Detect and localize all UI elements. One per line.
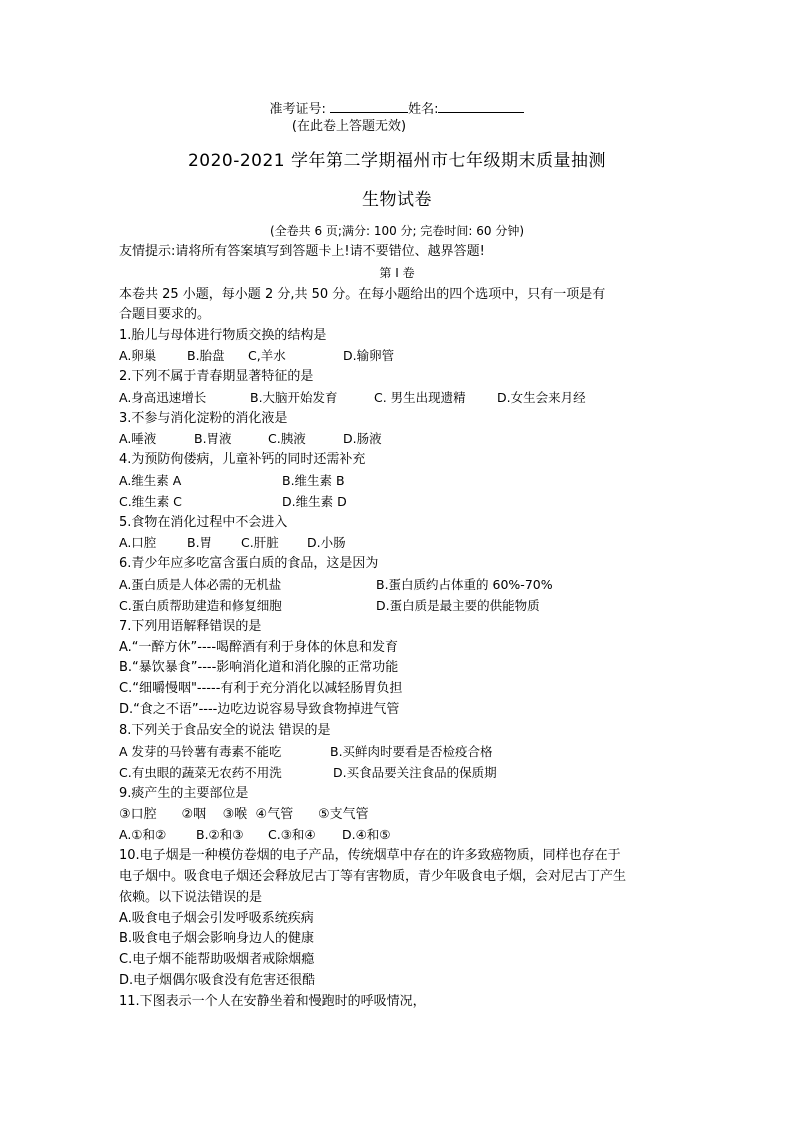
q8-option-b: B.买鲜肉时要看是否检疫合格 bbox=[330, 744, 493, 759]
friendly-tip: 友情提示:请将所有答案填写到答题卡上!请不要错位、越界答题! bbox=[119, 244, 485, 259]
question-10-stem-line1: 10.电子烟是一种模仿卷烟的电子产品，传统烟草中存在的许多致癌物质，同样也存在于 bbox=[119, 848, 621, 863]
question-6-stem: 6.青少年应多吃富含蛋白质的食品，这是因为 bbox=[119, 556, 379, 571]
q3-option-b: B.胃液 bbox=[194, 431, 232, 446]
question-1-stem: 1.胎儿与母体进行物质交换的结构是 bbox=[119, 328, 327, 343]
q10-option-c: C.电子烟不能帮助吸烟者戒除烟瘾 bbox=[119, 952, 315, 967]
q9-option-a: A.①和② bbox=[119, 827, 167, 842]
q10-option-d: D.电子烟偶尔吸食没有危害还很酷 bbox=[119, 973, 316, 988]
exam-title: 2020-2021 学年第二学期福州市七年级期末质量抽测 bbox=[187, 151, 607, 171]
q10-option-b: B.吸食电子烟会影响身边人的健康 bbox=[119, 931, 315, 946]
q10-option-a: A.吸食电子烟会引发呼吸系统疾病 bbox=[119, 911, 314, 926]
exam-number-blank bbox=[330, 99, 408, 113]
question-10-stem-line2: 电子烟中。吸食电子烟还会释放尼古丁等有害物质，青少年吸食电子烟，会对尼古丁产生 bbox=[119, 869, 627, 884]
q7-option-a: A.“一醉方休”----喝醉酒有利于身体的休息和发育 bbox=[119, 640, 399, 655]
q9-parts-list: ③口腔 ②咽 ③喉 ④气管 ⑤支气管 bbox=[119, 807, 369, 822]
q6-option-d: D.蛋白质是最主要的供能物质 bbox=[376, 598, 540, 613]
q7-option-c: C.“细嚼慢咽"-----有利于充分消化以减轻肠胃负担 bbox=[119, 681, 403, 696]
invalid-note: (在此卷上答题无效) bbox=[291, 119, 407, 134]
q1-option-c: C,羊水 bbox=[248, 348, 286, 363]
exam-meta: (全卷共 6 页;满分: 100 分; 完卷时间: 60 分钟) bbox=[269, 224, 525, 238]
section-intro-line1: 本卷共 25 小题，每小题 2 分,共 50 分。在每小题给出的四个选项中，只有一项是有 bbox=[119, 287, 606, 302]
q6-option-c: C.蛋白质帮助建造和修复细胞 bbox=[119, 598, 282, 613]
q2-option-b: B.大脑开始发育 bbox=[250, 390, 338, 405]
name-label: 姓名: bbox=[408, 102, 439, 117]
q4-option-d: D.维生素 D bbox=[282, 494, 347, 509]
q7-option-b: B.“暴饮暴食”----影响消化道和消化腺的正常功能 bbox=[119, 660, 399, 675]
q4-option-a: A.维生素 A bbox=[119, 473, 182, 488]
q9-option-d: D.④和⑤ bbox=[342, 827, 391, 842]
q5-option-a: A.口腔 bbox=[119, 535, 157, 550]
part-label: 第 I 卷 bbox=[379, 266, 415, 280]
q3-option-c: C.胰液 bbox=[268, 431, 306, 446]
q5-option-c: C.肝脏 bbox=[241, 535, 279, 550]
q6-option-b: B.蛋白质约占体重的 60%-70% bbox=[376, 577, 553, 592]
q8-option-c: C.有虫眼的蔬菜无农药不用洗 bbox=[119, 765, 282, 780]
candidate-info-line bbox=[0, 99, 794, 119]
q5-option-d: D.小肠 bbox=[307, 535, 346, 550]
q2-option-c: C. 男生出现遗精 bbox=[374, 390, 466, 405]
q9-option-c: C.③和④ bbox=[268, 827, 316, 842]
q4-option-b: B.维生素 B bbox=[282, 473, 345, 488]
q5-option-b: B.胃 bbox=[187, 535, 213, 550]
q4-option-c: C.维生素 C bbox=[119, 494, 182, 509]
q2-option-d: D.女生会来月经 bbox=[497, 390, 586, 405]
q3-option-a: A.唾液 bbox=[119, 431, 157, 446]
question-4-stem: 4.为预防佝偻病，儿童补钙的同时还需补充 bbox=[119, 452, 366, 467]
question-9-stem: 9.痰产生的主要部位是 bbox=[119, 786, 249, 801]
name-blank bbox=[438, 99, 524, 113]
q9-option-b: B.②和③ bbox=[196, 827, 244, 842]
question-7-stem: 7.下列用语解释错误的是 bbox=[119, 619, 262, 634]
exam-subject: 生物试卷 bbox=[362, 190, 432, 210]
q7-option-d: D.“食之不语”----边吃边说容易导致食物掉进气管 bbox=[119, 702, 400, 717]
section-intro-line2: 合题目要求的。 bbox=[119, 307, 211, 322]
q1-option-b: B.胎盘 bbox=[187, 348, 225, 363]
question-3-stem: 3.不参与消化淀粉的消化液是 bbox=[119, 411, 288, 426]
question-2-stem: 2.下列不属于青春期显著特征的是 bbox=[119, 369, 314, 384]
question-8-stem: 8.下列关于食品安全的说法 错误的是 bbox=[119, 723, 331, 738]
question-5-stem: 5.食物在消化过程中不会进入 bbox=[119, 515, 288, 530]
q8-option-a: A 发芽的马铃薯有毒素不能吃 bbox=[119, 744, 282, 759]
q1-option-a: A.卵巢 bbox=[119, 348, 157, 363]
q1-option-d: D.输卵管 bbox=[343, 348, 395, 363]
q3-option-d: D.肠液 bbox=[343, 431, 382, 446]
q8-option-d: D.买食品要关注食品的保质期 bbox=[333, 765, 497, 780]
question-10-stem-line3: 依赖。以下说法错误的是 bbox=[119, 890, 263, 905]
q6-option-a: A.蛋白质是人体必需的无机盐 bbox=[119, 577, 282, 592]
exam-number-label: 准考证号: bbox=[269, 102, 326, 117]
question-11-stem: 11.下图表示一个人在安静坐着和慢跑时的呼吸情况， bbox=[119, 994, 426, 1009]
q2-option-a: A.身高迅速增长 bbox=[119, 390, 207, 405]
